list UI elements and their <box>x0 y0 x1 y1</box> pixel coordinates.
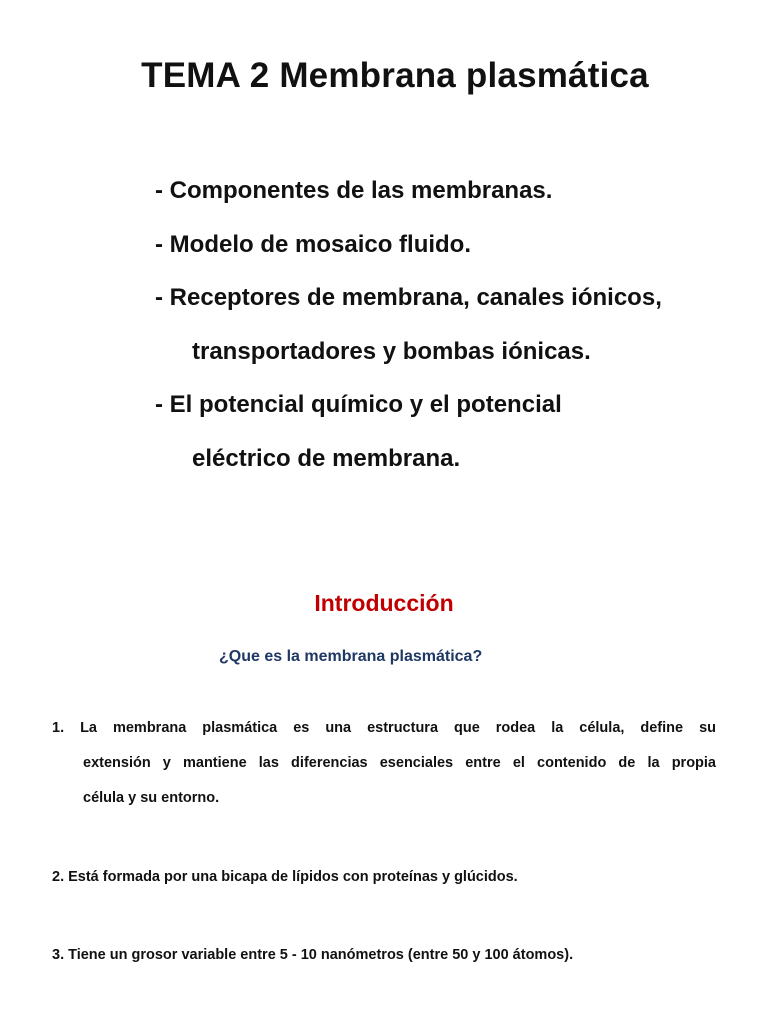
paragraph-point-2: 2. Está formada por una bicapa de lípidos con proteínas y glúcidos. <box>52 869 518 885</box>
page-title: TEMA 2 Membrana plasmática <box>141 56 649 95</box>
topic-list <box>155 164 755 485</box>
topic-item-continuation: transportadores y bombas iónicas. <box>192 337 591 365</box>
topic-item: - El potencial químico y el potencial <box>155 391 562 418</box>
paragraph-line: extensión y mantiene las diferencias esenciales entre el contenido de la propia <box>83 755 716 771</box>
section-heading-introduccion: Introducción <box>314 590 454 616</box>
topic-item: - Receptores de membrana, canales iónicos, <box>155 284 662 311</box>
paragraph-point-3: 3. Tiene un grosor variable entre 5 - 10 nanómetros (entre 50 y 100 átomos). <box>52 947 574 963</box>
paragraph-line: 1. La membrana plasmática es una estructura que rodea la célula, define su <box>52 720 716 736</box>
topic-item: - Componentes de las membranas. <box>155 177 553 204</box>
topic-item: - Modelo de mosaico fluido. <box>155 230 472 258</box>
topic-item-continuation: eléctrico de membrana. <box>192 444 461 472</box>
paragraph-line: célula y su entorno. <box>83 790 220 806</box>
paragraph-point-1 <box>52 711 716 816</box>
section-question: ¿Que es la membrana plasmática? <box>219 648 483 665</box>
